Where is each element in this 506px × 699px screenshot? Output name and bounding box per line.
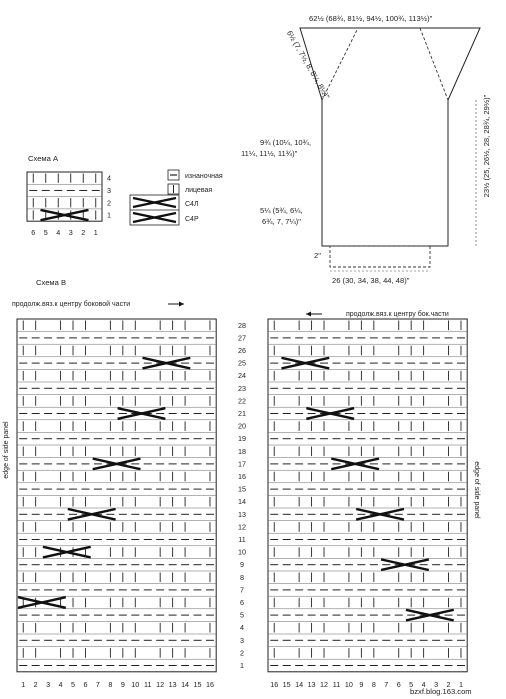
chart-b-row-label: 6 (240, 598, 244, 607)
chart-b-row-label: 4 (240, 623, 244, 633)
chart-b-left-col-label: 6 (83, 679, 88, 689)
legend-knit-label: лицевая (185, 187, 213, 194)
side-lower-label-2: 6¾, 7, 7¼)" (262, 217, 301, 226)
schematic-outline (300, 28, 480, 246)
legend-c4r-label: С4Р (185, 216, 199, 223)
chart-b-row-label: 16 (238, 472, 246, 481)
chart-b-left-col-label: 7 (95, 679, 100, 689)
chart-b-row-label: 10 (238, 547, 246, 557)
rib-band (330, 246, 430, 267)
chart-a-col-label: 5 (43, 228, 48, 238)
footer (410, 687, 472, 696)
chart-a-col-label: 2 (81, 228, 86, 238)
side-upper-label-1: 9¾ (10¼, 10¾, (260, 138, 312, 147)
chart-b-right-col-label: 13 (307, 679, 316, 689)
chart-b-row-label: 25 (238, 358, 246, 368)
chart-a-col-label: 3 (68, 228, 73, 238)
chart-b-left-col-label: 15 (193, 679, 202, 689)
chart-b-left-col-label: 9 (120, 679, 125, 689)
chart-b-left-col-label: 8 (108, 679, 113, 689)
chart-b-row-label: 17 (238, 459, 246, 469)
chart-b-row-label: 9 (240, 560, 244, 570)
total-length-label: 23½ (25, 26½, 28, 28¾, 29½)" (482, 94, 491, 198)
chart-b-right-grid (268, 319, 467, 689)
left-edge-label: edge of side panel (3, 421, 10, 479)
chart-a (27, 154, 111, 237)
rib-label: 2" (314, 251, 321, 260)
chart-b-left-col-label: 1 (21, 679, 26, 689)
right-edge-label: edge of side panel (473, 461, 480, 519)
chart-a-grid (27, 172, 111, 237)
chart-b-row-label: 14 (238, 497, 246, 507)
chart-b-row-label: 13 (238, 509, 246, 519)
chart-a-row-label: 2 (107, 198, 111, 208)
chart-b-row-label: 20 (238, 421, 246, 431)
legend-c4l-label: С4Л (185, 201, 199, 208)
chart-b-right-col-label: 5 (409, 679, 414, 689)
chart-a-title: Схема А (28, 154, 59, 163)
chart-b-left-col-label: 14 (181, 679, 190, 689)
chart-a-row-label: 4 (107, 173, 111, 183)
chart-b-right-col-label: 9 (359, 679, 364, 689)
watermark-text: bzxf.blog.163.com (410, 687, 472, 696)
chart-b-left-col-label: 10 (131, 679, 140, 689)
garment-schematic (241, 14, 491, 285)
chart-b-right-col-label: 16 (270, 679, 279, 689)
chart-a-col-label: 4 (56, 228, 61, 238)
chart-b-right-col-label: 1 (458, 679, 463, 689)
chart-b-left-col-label: 2 (33, 679, 38, 689)
top-width-label: 62½ (68¾, 81½, 94½, 100¾, 113½)" (309, 14, 433, 23)
chart-b-row-label: 19 (238, 434, 246, 444)
chart-b-row-label: 7 (240, 585, 244, 595)
side-upper-label-2: 11¼, 11½, 11¾)" (241, 149, 298, 158)
chart-b-row-label: 23 (238, 383, 246, 393)
chart-b-row-label: 2 (240, 648, 244, 658)
chart-a-col-label: 6 (31, 228, 36, 238)
bottom-width-label: 26 (30, 34, 38, 44, 48)" (332, 276, 410, 285)
chart-b-left-col-label: 3 (46, 679, 51, 689)
chart-b-title: Схема В (36, 278, 67, 287)
chart-b-right-col-label: 15 (282, 679, 291, 689)
chart-b (3, 278, 480, 689)
chart-b-row-label: 18 (238, 446, 246, 456)
chart-b-left-col-label: 13 (168, 679, 177, 689)
chart-b-row-label: 3 (240, 635, 244, 645)
chart-b-row-label: 15 (238, 484, 246, 494)
chart-b-row-label: 5 (240, 610, 244, 620)
raglan-depth-label: 6½ (7, 7½, 8, 8¼, 8½)" (284, 28, 332, 101)
chart-b-row-label: 1 (240, 661, 244, 670)
chart-b-row-numbers (238, 321, 246, 670)
chart-b-row-label: 22 (238, 396, 246, 406)
chart-b-row-label: 8 (240, 572, 244, 582)
chart-b-row-label: 28 (238, 320, 246, 330)
legend (130, 170, 223, 225)
chart-b-right-col-label: 14 (295, 679, 304, 689)
chart-b-right-col-label: 2 (446, 679, 451, 689)
chart-b-left-col-label: 5 (71, 679, 76, 689)
chart-b-right-col-label: 7 (384, 679, 389, 689)
chart-b-row-label: 12 (238, 522, 246, 532)
chart-a-col-label: 1 (93, 228, 98, 238)
chart-b-left-col-label: 12 (156, 679, 165, 689)
chart-b-left-direction: продолж.вяз.к центру боковой части (12, 301, 131, 308)
chart-b-left-col-label: 11 (143, 679, 152, 689)
chart-b-row-label: 21 (238, 409, 246, 418)
legend-purl-label: изнаночная (185, 173, 223, 180)
chart-b-left-col-label: 4 (58, 679, 63, 689)
chart-b-right-col-label: 4 (421, 679, 426, 689)
chart-a-row-label: 3 (107, 185, 111, 195)
chart-b-right-col-label: 11 (332, 679, 341, 689)
chart-a-row-label: 1 (107, 210, 111, 220)
chart-b-row-label: 27 (238, 333, 246, 343)
chart-b-right-col-label: 12 (320, 679, 329, 689)
chart-b-right-col-label: 3 (434, 679, 439, 689)
chart-b-row-label: 26 (238, 346, 246, 355)
chart-b-right-col-label: 8 (371, 679, 376, 689)
chart-b-row-label: 24 (238, 371, 246, 381)
chart-b-left-col-label: 16 (205, 679, 214, 689)
chart-b-right-col-label: 10 (344, 679, 353, 689)
chart-b-right-col-label: 6 (396, 679, 401, 689)
chart-b-row-label: 11 (238, 535, 246, 544)
chart-b-left-grid (17, 319, 216, 689)
chart-b-right-direction: продолж.вяз.к центру бок.части (346, 311, 449, 318)
raglan-line-right (420, 28, 448, 100)
side-lower-label-1: 5¼ (5¾, 6¼, (260, 206, 303, 215)
